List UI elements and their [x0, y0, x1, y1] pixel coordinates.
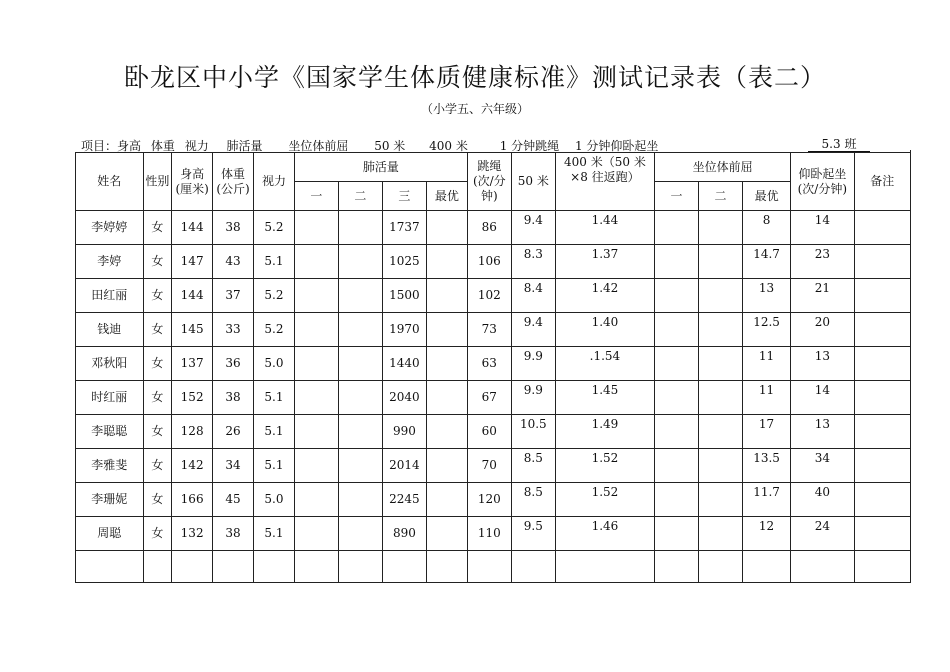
- cell-sitreach-1: [655, 483, 699, 517]
- cell-50m: 8.5: [511, 483, 555, 517]
- cell-lung-best: [426, 381, 467, 415]
- cell-sitreach-1: [655, 313, 699, 347]
- cell-lung-1: [294, 279, 338, 313]
- cell-weight: 36: [213, 347, 254, 381]
- cell-sitreach-best: 13.5: [743, 449, 791, 483]
- cell-rope: 70: [467, 449, 511, 483]
- cell-lung-3: 990: [382, 415, 426, 449]
- cell-lung-best: [426, 245, 467, 279]
- cell-notes: [854, 381, 910, 415]
- cell-lung-3: 1737: [382, 211, 426, 245]
- cell-name: 李雅斐: [76, 449, 144, 483]
- header-lung: 肺活量: [294, 153, 467, 182]
- cell-lung-2: [338, 415, 382, 449]
- cell-lung-best: [426, 449, 467, 483]
- header-sitreach: 坐位体前屈: [655, 153, 791, 182]
- cell-vision: 5.1: [254, 517, 295, 551]
- cell-lung-1: [294, 347, 338, 381]
- cell-sitreach-2: [699, 279, 743, 313]
- cell-rope: 106: [467, 245, 511, 279]
- cell-50m: 9.4: [511, 313, 555, 347]
- cell-notes: [854, 449, 910, 483]
- cell-height: 145: [172, 313, 213, 347]
- header-sitreach-1: 一: [655, 182, 699, 211]
- cell-vision: 5.0: [254, 347, 295, 381]
- cell-50m: 9.9: [511, 381, 555, 415]
- cell-lung-best: [426, 517, 467, 551]
- cell-notes: [854, 517, 910, 551]
- cell-sitreach-2: [699, 211, 743, 245]
- cell-name: 李聪聪: [76, 415, 144, 449]
- cell-vision: 5.2: [254, 211, 295, 245]
- cell-vision: 5.1: [254, 415, 295, 449]
- cell-lung-1: [294, 313, 338, 347]
- cell-gender: 女: [143, 313, 172, 347]
- cell-rope: 73: [467, 313, 511, 347]
- cell-lung-1: [294, 415, 338, 449]
- header-sitreach-best: 最优: [743, 182, 791, 211]
- item-label: 肺活量: [226, 139, 263, 153]
- cell-lung-2: [338, 381, 382, 415]
- cell-sitreach-2: [699, 245, 743, 279]
- item-label: 项目：身高: [81, 139, 142, 153]
- record-table: [75, 152, 911, 583]
- cell-name: 钱迪: [76, 313, 144, 347]
- cell-height: 142: [172, 449, 213, 483]
- cell-name: 周聪: [76, 517, 144, 551]
- cell-rope: 102: [467, 279, 511, 313]
- cell-400m: 1.44: [555, 211, 654, 245]
- cell-sitreach-2: [699, 347, 743, 381]
- table-row: [76, 415, 911, 449]
- cell-height: 144: [172, 279, 213, 313]
- cell-lung-1: [294, 245, 338, 279]
- table-row: [76, 211, 911, 245]
- cell-lung-2: [338, 279, 382, 313]
- cell-situp: 14: [791, 381, 854, 415]
- header-vision: 视力: [254, 153, 295, 211]
- cell-sitreach-best: 14.7: [743, 245, 791, 279]
- cell-vision: 5.0: [254, 483, 295, 517]
- cell-lung-best: [426, 347, 467, 381]
- cell-rope: 67: [467, 381, 511, 415]
- item-label: 50 米: [374, 139, 406, 153]
- cell-400m: 1.49: [555, 415, 654, 449]
- cell-rope: 63: [467, 347, 511, 381]
- cell-name: 时红丽: [76, 381, 144, 415]
- cell-rope: 110: [467, 517, 511, 551]
- cell-weight: 26: [213, 415, 254, 449]
- cell-gender: 女: [143, 211, 172, 245]
- cell-notes: [854, 483, 910, 517]
- cell-lung-2: [338, 483, 382, 517]
- cell-height: 166: [172, 483, 213, 517]
- cell-height: 137: [172, 347, 213, 381]
- table-row: [76, 279, 911, 313]
- cell-lung-1: [294, 517, 338, 551]
- cell-notes: [854, 245, 910, 279]
- header-lung-2: 二: [338, 182, 382, 211]
- cell-lung-3: 1970: [382, 313, 426, 347]
- cell-sitreach-2: [699, 517, 743, 551]
- cell-sitreach-2: [699, 381, 743, 415]
- cell-vision: 5.2: [254, 313, 295, 347]
- cell-lung-3: 2014: [382, 449, 426, 483]
- cell-400m: 1.52: [555, 483, 654, 517]
- cell-sitreach-2: [699, 449, 743, 483]
- cell-height: 144: [172, 211, 213, 245]
- cell-weight: 38: [213, 211, 254, 245]
- table-row-blank: [76, 551, 911, 583]
- cell-height: 128: [172, 415, 213, 449]
- item-label: 视力: [184, 139, 209, 153]
- cell-notes: [854, 415, 910, 449]
- cell-400m: 1.42: [555, 279, 654, 313]
- cell-lung-best: [426, 415, 467, 449]
- cell-weight: 45: [213, 483, 254, 517]
- cell-lung-1: [294, 211, 338, 245]
- cell-sitreach-best: 13: [743, 279, 791, 313]
- cell-sitreach-best: 12: [743, 517, 791, 551]
- cell-lung-best: [426, 279, 467, 313]
- cell-sitreach-1: [655, 415, 699, 449]
- cell-50m: 9.4: [511, 211, 555, 245]
- cell-gender: 女: [143, 449, 172, 483]
- cell-weight: 33: [213, 313, 254, 347]
- header-lung-best: 最优: [426, 182, 467, 211]
- header-lung-3: 三: [382, 182, 426, 211]
- table-row: [76, 313, 911, 347]
- cell-lung-2: [338, 347, 382, 381]
- cell-sitreach-1: [655, 517, 699, 551]
- table-row: [76, 449, 911, 483]
- header-sitreach-2: 二: [699, 182, 743, 211]
- header-50m: 50 米: [511, 153, 555, 211]
- cell-50m: 8.4: [511, 279, 555, 313]
- item-label: 体重: [150, 139, 175, 153]
- table-body: [76, 211, 911, 551]
- cell-gender: 女: [143, 347, 172, 381]
- cell-weight: 43: [213, 245, 254, 279]
- cell-situp: 21: [791, 279, 854, 313]
- cell-situp: 20: [791, 313, 854, 347]
- page-subtitle: （小学五、六年级）: [420, 102, 529, 116]
- cell-height: 152: [172, 381, 213, 415]
- table-row: [76, 483, 911, 517]
- cell-400m: 1.40: [555, 313, 654, 347]
- item-label: 1 分钟仰卧起坐: [574, 139, 659, 153]
- cell-gender: 女: [143, 279, 172, 313]
- table-row: [76, 347, 911, 381]
- cell-weight: 38: [213, 381, 254, 415]
- table-row: [76, 381, 911, 415]
- cell-lung-2: [338, 517, 382, 551]
- cell-situp: 13: [791, 347, 854, 381]
- header-height: 身高(厘米): [172, 153, 213, 211]
- page-title: 卧龙区中小学《国家学生体质健康标准》测试记录表（表二）: [123, 63, 826, 92]
- cell-lung-3: 1025: [382, 245, 426, 279]
- cell-400m: 1.45: [555, 381, 654, 415]
- item-label: 1 分钟跳绳: [499, 139, 560, 153]
- cell-height: 147: [172, 245, 213, 279]
- table-row: [76, 517, 911, 551]
- cell-sitreach-best: 11.7: [743, 483, 791, 517]
- cell-gender: 女: [143, 483, 172, 517]
- cell-weight: 34: [213, 449, 254, 483]
- cell-sitreach-best: 17: [743, 415, 791, 449]
- cell-lung-2: [338, 245, 382, 279]
- cell-lung-3: 2040: [382, 381, 426, 415]
- item-label: 坐位体前屈: [288, 139, 349, 153]
- cell-400m: .1.54: [555, 347, 654, 381]
- cell-gender: 女: [143, 245, 172, 279]
- cell-lung-best: [426, 211, 467, 245]
- class-name: 5.3 班: [808, 137, 870, 152]
- cell-50m: 8.5: [511, 449, 555, 483]
- cell-height: 132: [172, 517, 213, 551]
- cell-50m: 8.3: [511, 245, 555, 279]
- cell-notes: [854, 211, 910, 245]
- cell-situp: 14: [791, 211, 854, 245]
- cell-sitreach-best: 11: [743, 347, 791, 381]
- cell-sitreach-2: [699, 483, 743, 517]
- header-400m: 400 米（50 米×8 往返跑）: [555, 153, 654, 211]
- header-row: [76, 153, 911, 182]
- cell-name: 李婷: [76, 245, 144, 279]
- cell-lung-3: 1440: [382, 347, 426, 381]
- cell-400m: 1.37: [555, 245, 654, 279]
- header-name: 姓名: [76, 153, 144, 211]
- header-lung-1: 一: [294, 182, 338, 211]
- cell-notes: [854, 279, 910, 313]
- cell-weight: 37: [213, 279, 254, 313]
- cell-lung-best: [426, 483, 467, 517]
- cell-50m: 9.5: [511, 517, 555, 551]
- cell-lung-2: [338, 313, 382, 347]
- cell-notes: [854, 313, 910, 347]
- header-gender: 性别: [143, 153, 172, 211]
- cell-rope: 86: [467, 211, 511, 245]
- cell-lung-1: [294, 483, 338, 517]
- cell-vision: 5.1: [254, 245, 295, 279]
- cell-vision: 5.1: [254, 449, 295, 483]
- cell-lung-3: 890: [382, 517, 426, 551]
- cell-name: 李婷婷: [76, 211, 144, 245]
- cell-name: 邓秋阳: [76, 347, 144, 381]
- header-weight: 体重(公斤): [213, 153, 254, 211]
- cell-rope: 60: [467, 415, 511, 449]
- cell-vision: 5.2: [254, 279, 295, 313]
- cell-sitreach-2: [699, 415, 743, 449]
- cell-lung-1: [294, 381, 338, 415]
- cell-lung-1: [294, 449, 338, 483]
- table-row: [76, 245, 911, 279]
- cell-50m: 9.9: [511, 347, 555, 381]
- cell-gender: 女: [143, 415, 172, 449]
- header-rope: 跳绳(次/分钟): [467, 153, 511, 211]
- cell-lung-3: 1500: [382, 279, 426, 313]
- cell-lung-2: [338, 449, 382, 483]
- cell-lung-2: [338, 211, 382, 245]
- cell-400m: 1.52: [555, 449, 654, 483]
- cell-gender: 女: [143, 381, 172, 415]
- cell-rope: 120: [467, 483, 511, 517]
- cell-name: 李珊妮: [76, 483, 144, 517]
- cell-50m: 10.5: [511, 415, 555, 449]
- cell-situp: 23: [791, 245, 854, 279]
- cell-notes: [854, 347, 910, 381]
- cell-sitreach-best: 8: [743, 211, 791, 245]
- cell-lung-3: 2245: [382, 483, 426, 517]
- cell-situp: 13: [791, 415, 854, 449]
- cell-sitreach-best: 11: [743, 381, 791, 415]
- cell-400m: 1.46: [555, 517, 654, 551]
- cell-sitreach-1: [655, 449, 699, 483]
- header-situp: 仰卧起坐(次/分钟): [791, 153, 854, 211]
- item-label: 400 米: [429, 139, 468, 153]
- cell-name: 田红丽: [76, 279, 144, 313]
- cell-sitreach-1: [655, 245, 699, 279]
- cell-situp: 24: [791, 517, 854, 551]
- cell-sitreach-1: [655, 381, 699, 415]
- cell-weight: 38: [213, 517, 254, 551]
- cell-lung-best: [426, 313, 467, 347]
- header-notes: 备注: [854, 153, 910, 211]
- cell-gender: 女: [143, 517, 172, 551]
- cell-vision: 5.1: [254, 381, 295, 415]
- cell-sitreach-2: [699, 313, 743, 347]
- cell-situp: 34: [791, 449, 854, 483]
- cell-sitreach-1: [655, 211, 699, 245]
- cell-sitreach-best: 12.5: [743, 313, 791, 347]
- cell-situp: 40: [791, 483, 854, 517]
- cell-sitreach-1: [655, 279, 699, 313]
- cell-sitreach-1: [655, 347, 699, 381]
